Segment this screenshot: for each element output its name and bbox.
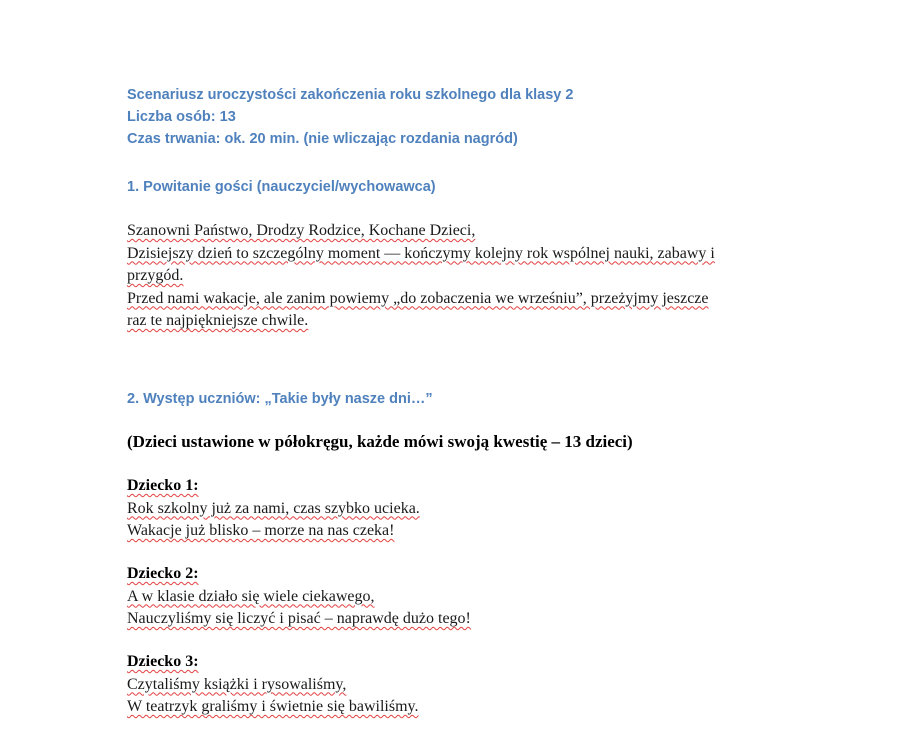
child-2-line: Nauczyliśmy się liczyć i pisać – naprawdę dużo tego! <box>127 610 471 627</box>
paragraph-line: raz te najpiękniejsze chwile. <box>127 312 309 329</box>
child-2-line: A w klasie działo się wiele ciekawego, <box>127 587 375 605</box>
paragraph-line: przygód. <box>127 267 184 284</box>
child-3-block <box>127 651 419 719</box>
section1-title: 1. Powitanie gości (nauczyciel/wychowawca) <box>127 179 436 195</box>
duration-info: Czas trwania: ok. 20 min. (nie wliczając rozdania nagród) <box>127 131 518 147</box>
paragraph-line: Przed nami wakacje, ale zanim powiemy „do zobaczenia we wrześniu”, przeżyjmy jeszcze <box>127 289 709 307</box>
child-3-line: Czytaliśmy książki i rysowaliśmy, <box>127 675 347 693</box>
child-1-line: Rok szkolny już za nami, czas szybko ucieka. <box>127 499 420 517</box>
stage-note: (Dzieci ustawione w półokręgu, każde mówi swoją kwestię – 13 dzieci) <box>127 432 633 451</box>
child-2-block <box>127 563 471 631</box>
child-3-name: Dziecko 3: <box>127 653 199 670</box>
child-1-line: Wakacje już blisko – morze na nas czeka! <box>127 522 395 539</box>
paragraph-line: Dzisiejszy dzień to szczególny moment — kończymy kolejny rok wspólnej nauki, zabawy i <box>127 244 715 262</box>
paragraph-line: Szanowni Państwo, Drodzy Rodzice, Kochane Dzieci, <box>127 222 476 239</box>
section2-title: 2. Występ uczniów: „Takie były nasze dni…” <box>127 391 433 407</box>
document-title: Scenariusz uroczystości zakończenia roku szkolnego dla klasy 2 <box>127 87 574 103</box>
child-1-name: Dziecko 1: <box>127 477 199 494</box>
child-2-name: Dziecko 2: <box>127 565 199 582</box>
child-1-block <box>127 475 420 543</box>
section1-text <box>127 220 715 333</box>
header-block <box>127 84 573 150</box>
child-3-line: W teatrzyk graliśmy i świetnie się bawiliśmy. <box>127 698 419 715</box>
people-count: Liczba osób: 13 <box>127 109 236 125</box>
